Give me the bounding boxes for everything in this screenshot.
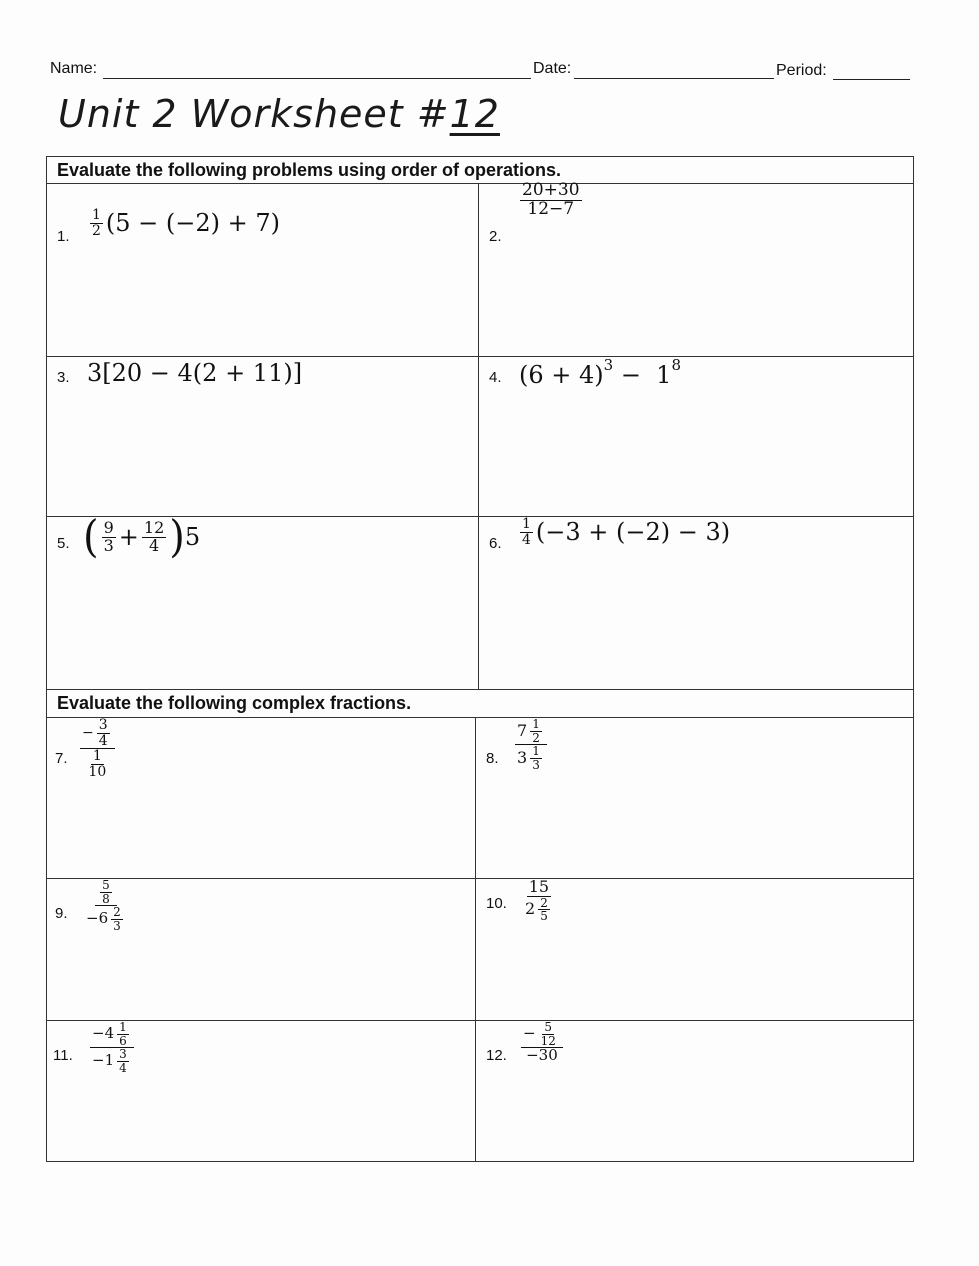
- fraction-denominator: 2: [92, 222, 101, 239]
- fraction-denominator: 4: [148, 535, 160, 555]
- fraction-numerator: 1: [532, 717, 540, 731]
- expression-base: (6 + 4): [519, 361, 604, 389]
- name-label: Name:: [50, 60, 98, 77]
- problem-cell-8: [476, 718, 913, 879]
- expression-text: (−3 + (−2) − 3): [535, 518, 731, 547]
- date-label: Date:: [533, 60, 572, 77]
- problem-expression: ( $\frac{9}{3}$ + $\frac{12}{4}$ ) 5: [83, 511, 201, 563]
- section-heading-order-of-operations: Evaluate the following problems using order of operations.: [47, 157, 913, 184]
- fraction-numerator: 5: [102, 878, 110, 892]
- fraction-numerator: 3: [119, 1047, 127, 1062]
- worksheet-title: [58, 92, 500, 136]
- fraction-numerator: 15: [528, 877, 550, 896]
- problem-cell-12: [476, 1021, 913, 1161]
- fraction-denominator: −30: [526, 1046, 558, 1065]
- problem-number: 11.: [53, 1047, 73, 1064]
- fraction-denominator: 6: [119, 1033, 127, 1048]
- problem-expression: [520, 879, 558, 923]
- worksheet-number: 12: [449, 92, 500, 136]
- problem-number: 7.: [55, 750, 68, 767]
- fraction-numerator: 1: [92, 748, 102, 765]
- problem-expression: 3[20 − 4(2 + 11)]: [87, 359, 303, 387]
- problem-number: 1.: [57, 228, 70, 245]
- plus-sign: +: [118, 523, 139, 551]
- problem-number: 4.: [489, 369, 502, 386]
- whole-number: 2: [525, 899, 536, 919]
- problem-cell-4: [479, 357, 913, 517]
- fraction-denominator: 10: [88, 764, 107, 781]
- whole-number: −6: [86, 909, 109, 928]
- fraction-denominator: 2: [532, 730, 540, 745]
- problem-cell-7: [47, 718, 476, 879]
- name-field[interactable]: [103, 78, 531, 79]
- problem-expression: [81, 879, 131, 932]
- problem-expression: [517, 517, 730, 547]
- section-heading-complex-fractions: Evaluate the following complex fractions.: [47, 689, 913, 718]
- period-field[interactable]: [833, 79, 910, 80]
- problem-cell-1: [47, 184, 479, 357]
- expression-text: (5 − (−2) + 7): [105, 209, 281, 238]
- period-label: Period:: [776, 62, 827, 79]
- date-field[interactable]: [574, 78, 774, 79]
- whole-number: 3: [517, 747, 528, 767]
- fraction-denominator: 5: [540, 909, 548, 924]
- problem-cell-11: [47, 1021, 476, 1161]
- fraction-numerator: 1: [532, 744, 540, 759]
- expression-text: 5: [184, 523, 201, 551]
- problem-number: 12.: [486, 1047, 507, 1064]
- problem-expression: [512, 718, 550, 771]
- fraction-numerator: 3: [98, 717, 108, 733]
- fraction-denominator: 4: [98, 732, 108, 749]
- problem-expression: [519, 356, 681, 389]
- problem-expression: [77, 718, 118, 780]
- problem-number: 6.: [489, 535, 502, 552]
- problem-expression: [518, 1021, 566, 1064]
- fraction-numerator: 1: [522, 516, 531, 532]
- fraction-denominator: 3: [532, 757, 540, 772]
- problem-expression: [517, 182, 585, 219]
- fraction-denominator: 8: [102, 891, 110, 906]
- whole-number: −1: [92, 1051, 115, 1070]
- worksheet-title-text: Unit 2 Worksheet #: [58, 92, 450, 136]
- exponent: 3: [603, 356, 614, 374]
- expression-text: − 1: [613, 361, 672, 389]
- fraction-denominator: 3: [113, 918, 121, 933]
- problem-number: 10.: [486, 895, 507, 912]
- whole-number: 7: [517, 720, 528, 740]
- problem-cell-5: [47, 511, 479, 689]
- negative-sign: −: [523, 1024, 536, 1043]
- fraction-numerator: 1: [92, 207, 101, 223]
- fraction-denominator: 12−7: [527, 198, 575, 219]
- fraction-numerator: 2: [113, 905, 121, 920]
- whole-number: −4: [92, 1024, 115, 1043]
- exponent: 8: [671, 356, 681, 374]
- problem-cell-10: [476, 879, 913, 1021]
- problem-number: 3.: [57, 369, 70, 386]
- problem-cell-6: [479, 517, 913, 689]
- fraction-numerator: 9: [103, 517, 114, 537]
- fraction-numerator: 20+30: [522, 180, 580, 200]
- fraction-denominator: 4: [522, 531, 531, 548]
- problem-number: 2.: [489, 228, 502, 245]
- fraction-numerator: 1: [119, 1020, 127, 1034]
- negative-sign: −: [82, 724, 94, 741]
- problem-cell-9: [47, 879, 476, 1021]
- problem-number: 9.: [55, 905, 68, 922]
- fraction-denominator: 12: [540, 1033, 556, 1048]
- fraction-numerator: 12: [143, 517, 165, 537]
- problem-cell-2: [479, 180, 913, 357]
- problem-expression: [87, 1021, 137, 1074]
- fraction-denominator: 4: [119, 1060, 127, 1075]
- fraction-denominator: 3: [103, 535, 114, 555]
- problem-expression: [87, 208, 280, 238]
- problem-number: 8.: [486, 750, 499, 767]
- problem-cell-3: [47, 357, 479, 517]
- problem-number: 5.: [57, 535, 70, 552]
- fraction-numerator: 2: [540, 895, 548, 910]
- fraction-numerator: 5: [544, 1020, 553, 1034]
- worksheet-grid: [46, 156, 914, 1162]
